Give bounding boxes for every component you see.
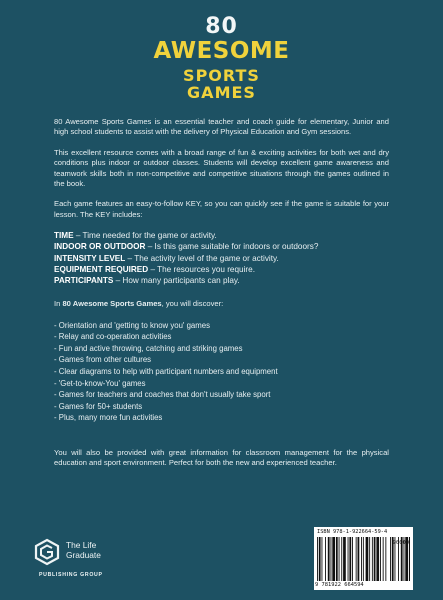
key-paragraph: Each game features an easy-to-follow KEY, so you can quickly see if the game is suitable for your lesson. The KEY includes: <box>54 199 389 219</box>
list-item: - Games from other cultures <box>54 355 152 365</box>
closing-paragraph: You will also be provided with great information for classroom management for the physical education and sport environment. Perfect for both the new and experienced teacher. <box>54 448 389 468</box>
list-item: - Plus, many more fun activities <box>54 413 163 423</box>
title-games: GAMES <box>187 83 256 102</box>
key-item-participants: PARTICIPANTS – How many participants can play. <box>54 276 240 286</box>
title-awesome: AWESOME <box>153 38 290 64</box>
isbn-barcode <box>314 527 413 590</box>
key-item-time: TIME – Time needed for the game or activity. <box>54 231 217 241</box>
key-item-equipment: EQUIPMENT REQUIRED – The resources you require. <box>54 264 255 274</box>
book-title <box>0 16 443 101</box>
publisher-group: PUBLISHING GROUP <box>39 572 103 578</box>
price-code: 90000 <box>392 540 409 546</box>
publisher-logo <box>33 534 168 584</box>
list-item: - Relay and co-operation activities <box>54 332 172 342</box>
isbn-text: ISBN 978-1-922664-59-4 <box>317 529 388 535</box>
key-item-intensity: INTENSITY LEVEL – The activity level of the game or activity. <box>54 253 279 263</box>
publisher-name: The Life Graduate <box>66 540 101 560</box>
list-item: - Orientation and 'getting to know you' games <box>54 320 210 330</box>
life-graduate-logo-icon <box>33 538 61 566</box>
barcode-bars <box>317 537 410 581</box>
intro-paragraph: 80 Awesome Sports Games is an essential teacher and coach guide for elementary, Junior and high school students to assist with the delivery of Physical Education and Gym sessions. <box>54 117 389 137</box>
list-item: - Clear diagrams to help with participant numbers and equipment <box>54 367 278 377</box>
list-item: - Games for teachers and coaches that don't usually take sport <box>54 390 271 400</box>
key-list <box>54 230 389 286</box>
list-item: - 'Get-to-know-You' games <box>54 378 146 388</box>
discover-heading: In 80 Awesome Sports Games, you will discover: <box>54 299 224 309</box>
blurb <box>54 117 389 479</box>
discover-list <box>54 320 389 424</box>
list-item: - Games for 50+ students <box>54 401 143 411</box>
title-sports: SPORTS <box>183 66 260 85</box>
title-number: 80 <box>205 14 238 39</box>
resource-paragraph: This excellent resource comes with a broad range of fun & exciting activities for both wet and dry conditions plus indoor or outdoor classes. Students will develop excellent game awareness and teamwork skills both in non-competitive and competitive situations through the games outlined in the book. <box>54 147 389 189</box>
list-item: - Fun and active throwing, catching and striking games <box>54 343 243 353</box>
barcode-number: 9 781922 664594 <box>315 582 364 588</box>
key-item-indoor-outdoor: INDOOR OR OUTDOOR – Is this game suitable for indoors or outdoors? <box>54 242 319 252</box>
